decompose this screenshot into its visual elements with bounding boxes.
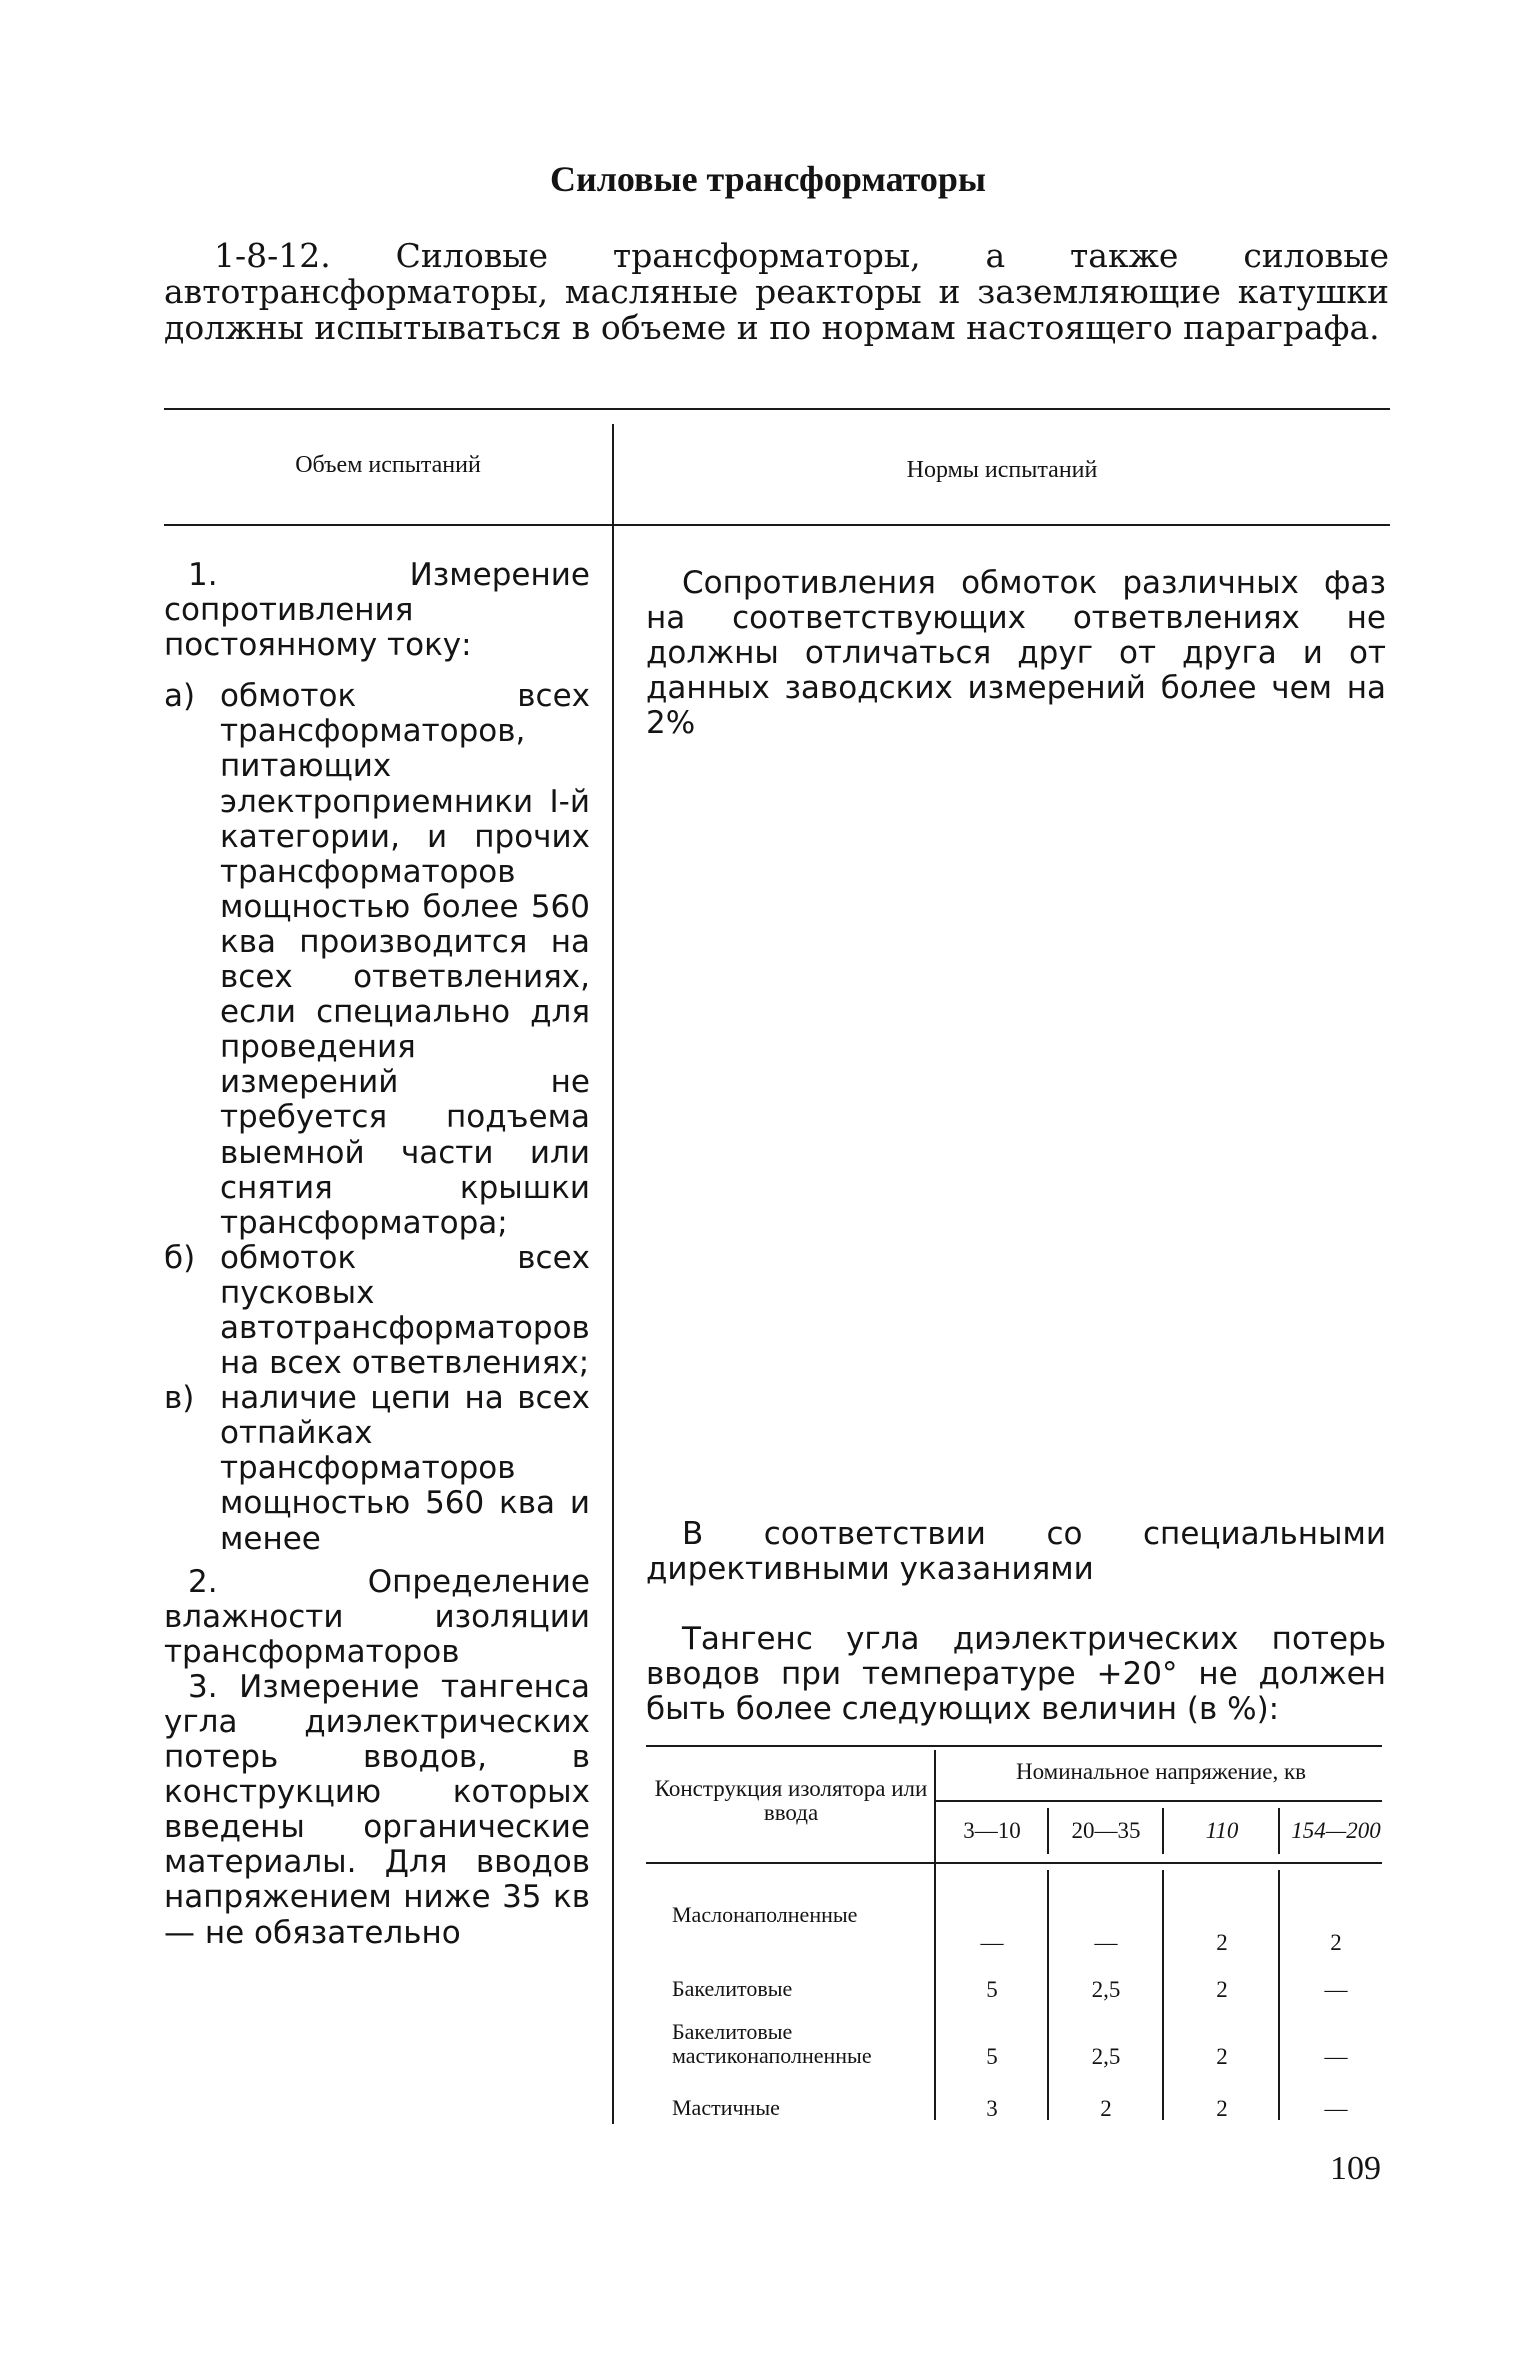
column-divider (612, 424, 614, 2124)
voltage-110: 110 (1205, 1818, 1239, 1843)
table-cell: 5 (986, 1977, 998, 2002)
subtable-divider (934, 1750, 936, 2120)
table-cell: 2,5 (1091, 1977, 1121, 2002)
norm-1 (646, 566, 1386, 741)
page-number: 109 (1330, 2150, 1381, 2187)
subtable-top-rule (646, 1745, 1382, 1747)
scope-column (164, 558, 590, 1951)
table-cell: — (980, 1930, 1004, 1955)
value-divider (1278, 1870, 1280, 2120)
scope-item-2: 2. Определение влажности изоляции трансформаторов (164, 1563, 590, 1670)
voltage-divider (1278, 1808, 1280, 1854)
table-cell: — (1094, 1930, 1118, 1955)
item-text: обмоток всех пусковых автотрансформаторов на всех ответвлениях; (220, 1239, 590, 1382)
table-cell: — (1324, 1977, 1348, 2002)
table-cell: 2 (1330, 1930, 1342, 1955)
item-text: наличие цепи на всех отпайках трансформаторов мощностью 560 ква и менее (220, 1380, 590, 1557)
norm-3-text: Тангенс угла диэлектрических потерь вводов при температуре +20° не должен быть более следующих величин (в %): (646, 1621, 1386, 1727)
table-row-label: Бакелитовые мастиконаполненные (672, 2019, 872, 2068)
table-cell: 2 (1216, 1977, 1228, 2002)
table-cell: — (1324, 2096, 1348, 2121)
scope-item-1b (164, 1241, 590, 1381)
table-top-rule (164, 408, 1390, 410)
value-divider (1162, 1870, 1164, 2120)
table-cell: 5 (986, 2044, 998, 2069)
column-header-norms: Нормы испытаний (906, 457, 1098, 483)
voltage-20-35: 20—35 (1071, 1818, 1141, 1843)
column-header-scope: Объем испытаний (295, 452, 481, 478)
voltage-divider (1047, 1808, 1049, 1854)
item-marker: в) (164, 1380, 195, 1417)
table-cell: 2 (1100, 2096, 1112, 2121)
scope-item-1: 1. Измерение сопротивления постоянному току: (164, 557, 590, 664)
table-row-label: Маслонаполненные (672, 1902, 858, 1927)
subtable-voltage-header: Номинальное напряжение, кв (1015, 1759, 1307, 1784)
scope-item-3: 3. Измерение тангенса угла диэлектрических потерь вводов, в конструкцию которых введены органические материалы. Для вводов напряжением ниже 35 кв — не обязательно (164, 1668, 590, 1951)
value-divider (1047, 1870, 1049, 2120)
norm-2 (646, 1517, 1386, 1587)
item-text: обмоток всех трансформаторов, питающих электроприемники I-й категории, и прочих трансформаторов мощностью более 560 ква производится на всех ответвлениях, если специально для проведения измерений не требуется подъема выемной части или снятия крышки трансформатора; (220, 678, 590, 1241)
voltage-3-10: 3—10 (963, 1818, 1021, 1843)
table-row-label: Бакелитовые (672, 1976, 793, 2001)
item-marker: а) (164, 678, 196, 715)
scope-item-1c (164, 1381, 590, 1556)
intro-paragraph: 1-8-12. Силовые трансформаторы, а также силовые автотрансформаторы, масляные реакторы и заземляющие катушки должны испытываться в объеме и по нормам настоящего параграфа. (164, 236, 1389, 347)
subtable-header-rule (646, 1862, 1382, 1864)
norm-1-text: Сопротивления обмоток различных фаз на соответствующих ответвлениях не должны отличаться друг от друга и от данных заводских измерений более чем на 2% (646, 565, 1386, 741)
table-cell: 2 (1216, 2044, 1228, 2069)
table-cell: 3 (986, 2096, 998, 2121)
header-bottom-rule (164, 524, 1390, 526)
subtable-construction-header: Конструкция изолятора или ввода (654, 1776, 928, 1825)
table-row-label: Мастичные (672, 2095, 780, 2120)
scope-item-1a (164, 679, 590, 1241)
voltage-divider (1162, 1808, 1164, 1854)
voltage-154-200: 154—200 (1291, 1818, 1381, 1843)
page-title: Силовые трансформаторы (549, 159, 987, 199)
item-marker: б) (164, 1239, 196, 1276)
norm-3 (646, 1622, 1386, 1727)
table-cell: 2 (1216, 1930, 1228, 1955)
table-cell: 2 (1216, 2096, 1228, 2121)
table-cell: 2,5 (1091, 2044, 1121, 2069)
table-cell: — (1324, 2044, 1348, 2069)
subtable-voltage-rule (936, 1800, 1382, 1802)
norm-2-text: В соответствии со специальными директивными указаниями (646, 1516, 1386, 1587)
